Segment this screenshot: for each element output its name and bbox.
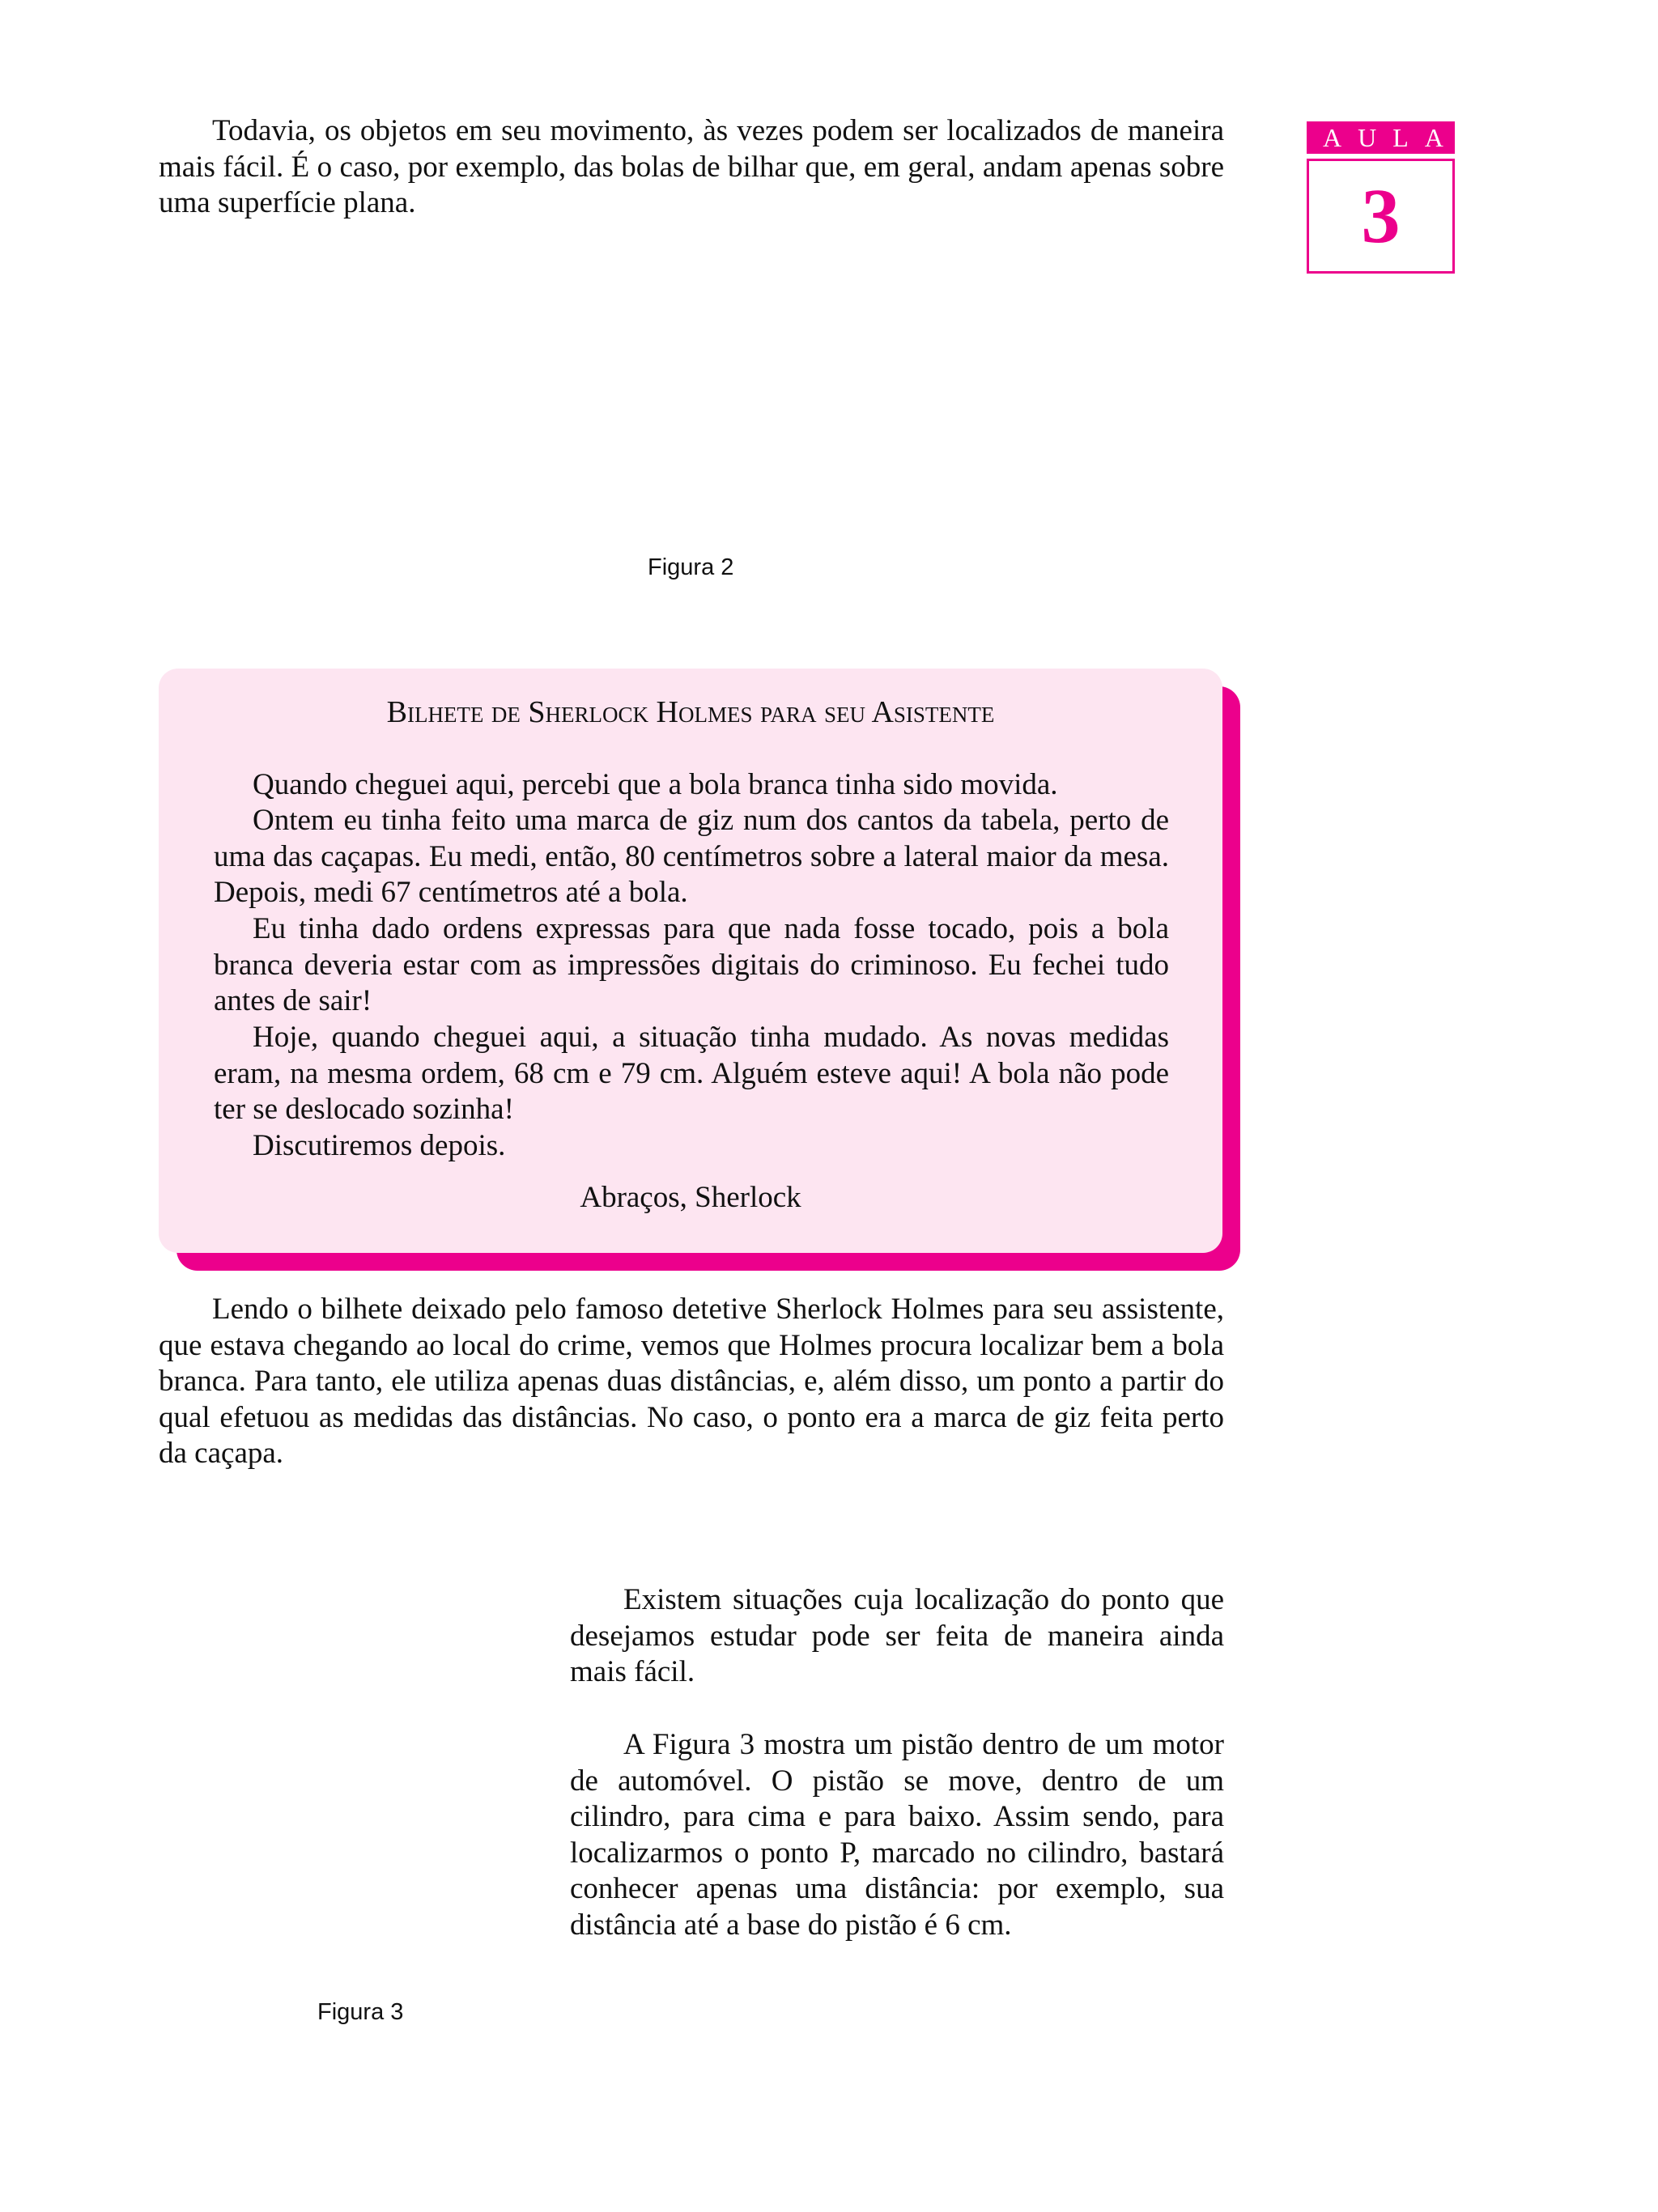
intro-paragraph: Todavia, os objetos em seu movimento, às vezes podem ser localizados de maneira mais fácil. É o caso, por exemplo, das bolas de bilhar que, em geral, andam apenas sobre uma superfície plana. [159,114,1224,220]
reading-paragraph: Lendo o bilhete deixado pelo famoso detetive Sherlock Holmes para seu assistente, que estava chegando ao local do crime, vemos que Holmes procura localizar bem a bola branca. Para tanto, ele utiliza apenas duas distâncias, e, além disso, um ponto a partir do qual efetuou as medidas das distâncias. No caso, o ponto era a marca de giz feita perto da caçapa. [159,1293,1224,1471]
note-paragraph: Ontem eu tinha feito uma marca de giz num dos cantos da tabela, perto de uma das caçapas. Eu medi, então, 80 centímetros sobre a lateral maior da mesa. Depois, medi 67 centímetros até a bola. [214,804,1169,910]
note-title: Bilhete de Sherlock Holmes para seu Asistente [386,695,995,729]
note-paragraph: Discutiremos depois. [253,1129,506,1162]
figure-3-paragraph: A Figura 3 mostra um pistão dentro de um motor de automóvel. O pistão se move, dentro de um cilindro, para cima e para baixo. Assim sendo, para localizarmos o ponto P, marcado no cilindro, bastará conhecer apenas uma distância: por exemplo, sua distância até a base do pistão é 6 cm. [570,1728,1224,1942]
figure-2-caption: Figura 2 [648,554,734,580]
note-paragraph: Eu tinha dado ordens expressas para que nada fosse tocado, pois a bola branca deveria estar com as impressões digitais do criminoso. Eu fechei tudo antes de sair! [214,912,1169,1018]
note-paragraph: Quando cheguei aqui, percebi que a bola branca tinha sido movida. [253,768,1058,801]
note-paragraph: Hoje, quando cheguei aqui, a situação tinha mudado. As novas medidas eram, na mesma ordem, 68 cm e 79 cm. Alguém esteve aqui! A bola não pode ter se deslocado sozinha! [214,1021,1169,1127]
note-signature: Abraços, Sherlock [580,1181,801,1214]
lesson-label: AULA [1307,121,1455,154]
situations-paragraph: Existem situações cuja localização do ponto que desejamos estudar pode ser feita de maneira ainda mais fácil. [570,1583,1224,1689]
lesson-number: 3 [1307,159,1455,274]
figure-3-caption: Figura 3 [317,1999,404,2025]
